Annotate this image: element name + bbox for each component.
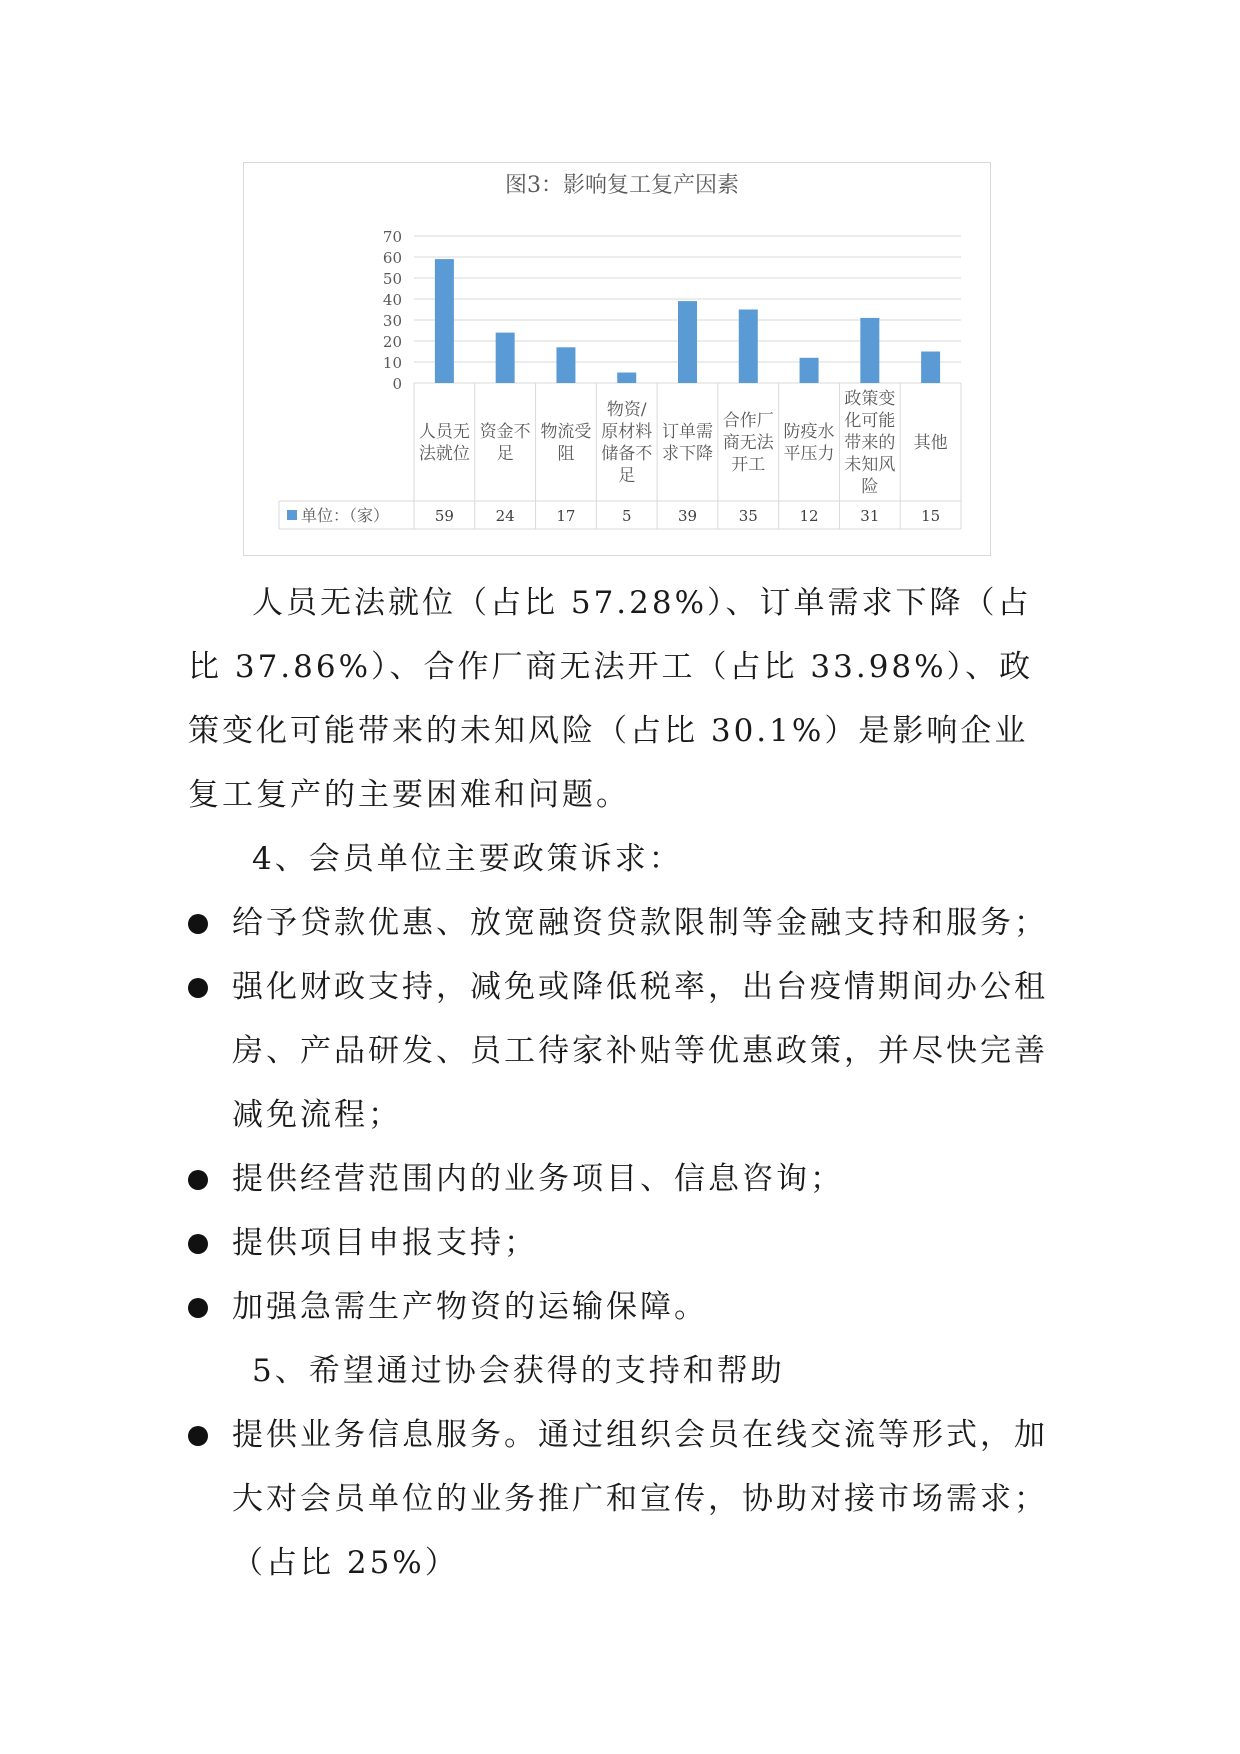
bullet-icon bbox=[188, 1170, 208, 1190]
data-label: 59 bbox=[434, 507, 454, 525]
bar bbox=[435, 259, 454, 383]
category-label: 物资/原材料储备不足 bbox=[601, 400, 653, 486]
data-label: 12 bbox=[799, 507, 819, 525]
bullet-icon bbox=[188, 1298, 208, 1318]
y-tick-label: 30 bbox=[382, 312, 402, 330]
y-tick-label: 70 bbox=[382, 228, 402, 246]
bullet-icon bbox=[188, 1426, 208, 1446]
chart-figure bbox=[243, 162, 991, 556]
bar bbox=[556, 347, 575, 383]
list-item-text: 提供经营范围内的业务项目、信息咨询； bbox=[232, 1161, 844, 1197]
bar bbox=[617, 373, 636, 384]
bullet-icon bbox=[188, 1234, 208, 1254]
y-tick-label: 60 bbox=[382, 249, 402, 267]
bullet-icon bbox=[188, 914, 208, 934]
list-item bbox=[188, 1147, 1048, 1211]
section5-heading: 5、希望通过协会获得的支持和帮助 bbox=[252, 1353, 785, 1389]
y-tick-label: 10 bbox=[382, 354, 402, 372]
legend-label: 单位：（家） bbox=[301, 506, 390, 525]
y-tick-label: 20 bbox=[382, 333, 402, 351]
y-tick-label: 40 bbox=[382, 291, 402, 309]
chart-title: 图3：影响复工复产因素 bbox=[505, 173, 739, 198]
bar bbox=[800, 358, 819, 383]
category-label: 物流受阻 bbox=[540, 422, 592, 464]
category-label: 合作厂商无法开工 bbox=[722, 411, 774, 475]
bar bbox=[860, 318, 879, 383]
list-item-text: 给予贷款优惠、放宽融资贷款限制等金融支持和服务； bbox=[232, 905, 1048, 941]
bar bbox=[921, 352, 940, 384]
section4-heading: 4、会员单位主要政策诉求： bbox=[252, 841, 683, 877]
bar bbox=[496, 333, 515, 383]
list-item-text: 强化财政支持，减免或降低税率，出台疫情期间办公租房、产品研发、员工待家补贴等优惠政策，并尽快完善减免流程； bbox=[232, 969, 1048, 1133]
category-label: 订单需求下降 bbox=[662, 422, 713, 464]
y-tick-label: 0 bbox=[392, 375, 402, 393]
data-label: 39 bbox=[677, 507, 698, 525]
data-label: 35 bbox=[738, 507, 758, 525]
list-item-text: 加强急需生产物资的运输保障。 bbox=[232, 1289, 708, 1325]
list-item bbox=[188, 891, 1048, 955]
category-label: 资金不足 bbox=[479, 422, 531, 464]
y-tick-label: 50 bbox=[382, 270, 402, 288]
category-label: 政策变化可能带来的未知风险 bbox=[844, 389, 896, 497]
bar-chart bbox=[244, 163, 992, 557]
bullet-icon bbox=[188, 978, 208, 998]
data-label: 24 bbox=[495, 507, 515, 525]
data-label: 31 bbox=[860, 507, 880, 525]
category-label: 防疫水平压力 bbox=[783, 422, 835, 464]
data-label: 15 bbox=[921, 507, 941, 525]
legend-key bbox=[287, 510, 297, 520]
paragraph-main-difficulties: 人员无法就位（占比 57.28%）、订单需求下降（占比 37.86%）、合作厂商无法开工（占比 33.98%）、政策变化可能带来的未知风险（占比 30.1%）是影响企业复工复产的主要困难和问题。 bbox=[188, 585, 1034, 813]
list-item-text: 提供项目申报支持； bbox=[232, 1225, 538, 1261]
list-item-text: 提供业务信息服务。通过组织会员在线交流等形式，加大对会员单位的业务推广和宣传，协助对接市场需求；（占比 25%） bbox=[232, 1417, 1048, 1581]
category-label: 人员无法就位 bbox=[418, 422, 470, 464]
bar bbox=[739, 310, 758, 384]
list-item bbox=[188, 1275, 1048, 1339]
list-item bbox=[188, 1403, 1048, 1595]
list-item bbox=[188, 955, 1048, 1147]
data-label: 5 bbox=[621, 507, 632, 525]
list-item bbox=[188, 1211, 1048, 1275]
category-label: 其他 bbox=[913, 433, 948, 453]
data-label: 17 bbox=[556, 507, 576, 525]
bar bbox=[678, 301, 697, 383]
